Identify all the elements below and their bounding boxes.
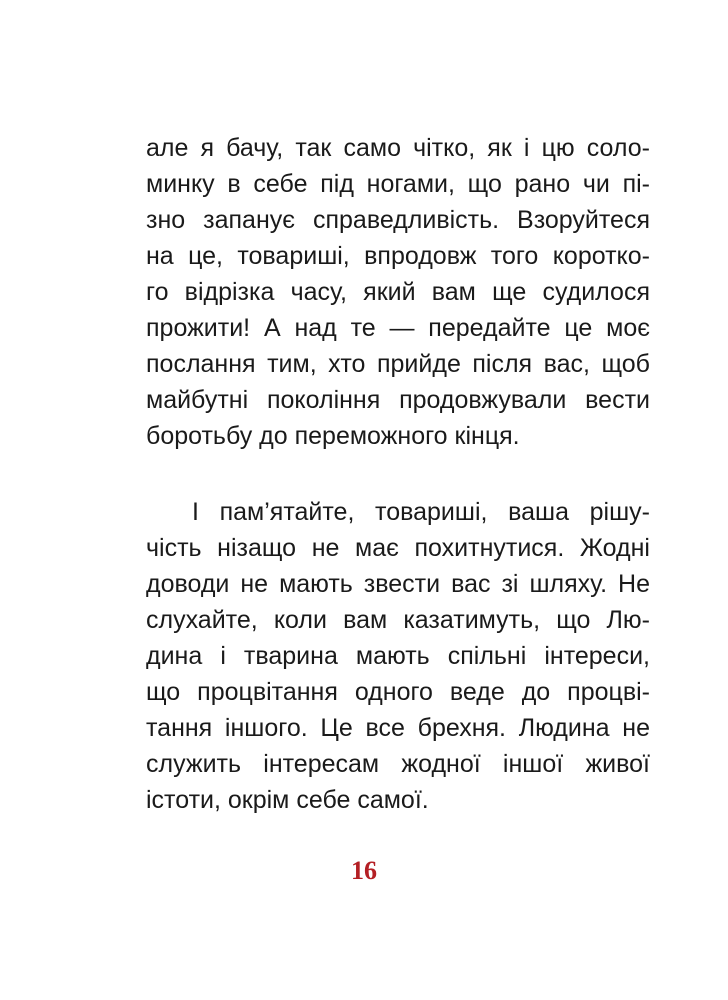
text-line: служить інтересам жодної іншої живої	[146, 750, 650, 778]
text-line: го відрізка часу, який вам ще судилося	[146, 278, 650, 306]
paragraph-1	[146, 130, 650, 454]
text-line: доводи не мають звести вас зі шляху. Не	[146, 570, 650, 598]
text-line: І пам’ятайте, товариші, ваша рішу-	[192, 498, 650, 526]
text-line: послання тим, хто прийде після вас, щоб	[146, 350, 650, 378]
text-line: прожити! А над те — передайте це моє	[146, 314, 650, 342]
text-line: чість нізащо не має похитнутися. Жодні	[146, 534, 650, 562]
text-line: істоти, окрім себе самої.	[146, 786, 429, 814]
text-line: що процвітання одного веде до процві-	[146, 678, 650, 706]
text-line: минку в себе під ногами, що рано чи пі-	[146, 170, 650, 198]
text-line: слухайте, коли вам казатимуть, що Лю-	[146, 606, 650, 634]
page-number: 16	[351, 856, 377, 885]
text-line: майбутні покоління продовжували вести	[146, 386, 650, 414]
text-line: але я бачу, так само чітко, як і цю соло-	[146, 134, 650, 162]
text-line: тання іншого. Це все брехня. Людина не	[146, 714, 650, 742]
text-line: на це, товариші, впродовж того коротко-	[146, 242, 650, 270]
paragraph-2	[146, 494, 650, 818]
text-line: дина і тварина мають спільні інтереси,	[146, 642, 650, 670]
text-line: зно запанує справедливість. Взоруйтеся	[146, 206, 650, 234]
text-line: боротьбу до переможного кінця.	[146, 422, 520, 450]
